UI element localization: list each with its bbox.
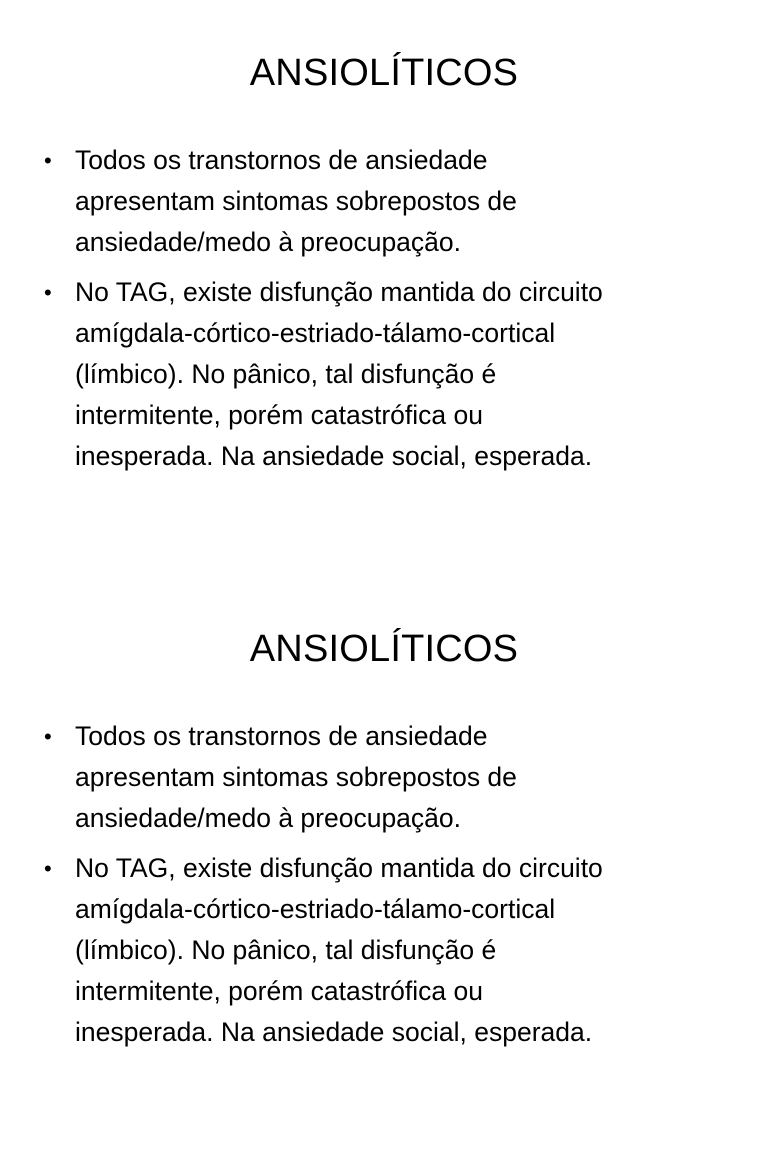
bullet-line: Todos os transtornos de ansiedade bbox=[75, 721, 488, 751]
slide-title: ANSIOLÍTICOS bbox=[249, 52, 519, 94]
bullet-item bbox=[44, 716, 744, 839]
slide-2 bbox=[0, 576, 768, 1152]
bullet-icon: • bbox=[44, 856, 52, 881]
bullet-list bbox=[44, 140, 744, 486]
bullet-line: amígdala-córtico-estriado-tálamo-cortical bbox=[75, 318, 556, 348]
bullet-line: intermitente, porém catastrófica ou bbox=[75, 976, 483, 1006]
bullet-line: apresentam sintomas sobrepostos de bbox=[75, 762, 517, 792]
bullet-icon: • bbox=[44, 148, 52, 173]
bullet-line: Todos os transtornos de ansiedade bbox=[75, 145, 488, 175]
bullet-line: inesperada. Na ansiedade social, esperada. bbox=[75, 1017, 593, 1047]
bullet-item bbox=[44, 140, 744, 263]
bullet-line: inesperada. Na ansiedade social, esperada. bbox=[75, 441, 593, 471]
bullet-list bbox=[44, 716, 744, 1062]
bullet-line: No TAG, existe disfunção mantida do circuito bbox=[75, 853, 603, 883]
bullet-line: No TAG, existe disfunção mantida do circuito bbox=[75, 277, 603, 307]
bullet-line: (límbico). No pânico, tal disfunção é bbox=[75, 359, 497, 389]
slide-title: ANSIOLÍTICOS bbox=[249, 628, 519, 670]
bullet-item bbox=[44, 848, 744, 1053]
bullet-line: (límbico). No pânico, tal disfunção é bbox=[75, 935, 497, 965]
bullet-line: ansiedade/medo à preocupação. bbox=[75, 803, 462, 833]
bullet-icon: • bbox=[44, 280, 52, 305]
bullet-line: amígdala-córtico-estriado-tálamo-cortical bbox=[75, 894, 556, 924]
bullet-item bbox=[44, 272, 744, 477]
bullet-icon: • bbox=[44, 724, 52, 749]
bullet-line: apresentam sintomas sobrepostos de bbox=[75, 186, 517, 216]
bullet-line: ansiedade/medo à preocupação. bbox=[75, 227, 462, 257]
bullet-line: intermitente, porém catastrófica ou bbox=[75, 400, 483, 430]
